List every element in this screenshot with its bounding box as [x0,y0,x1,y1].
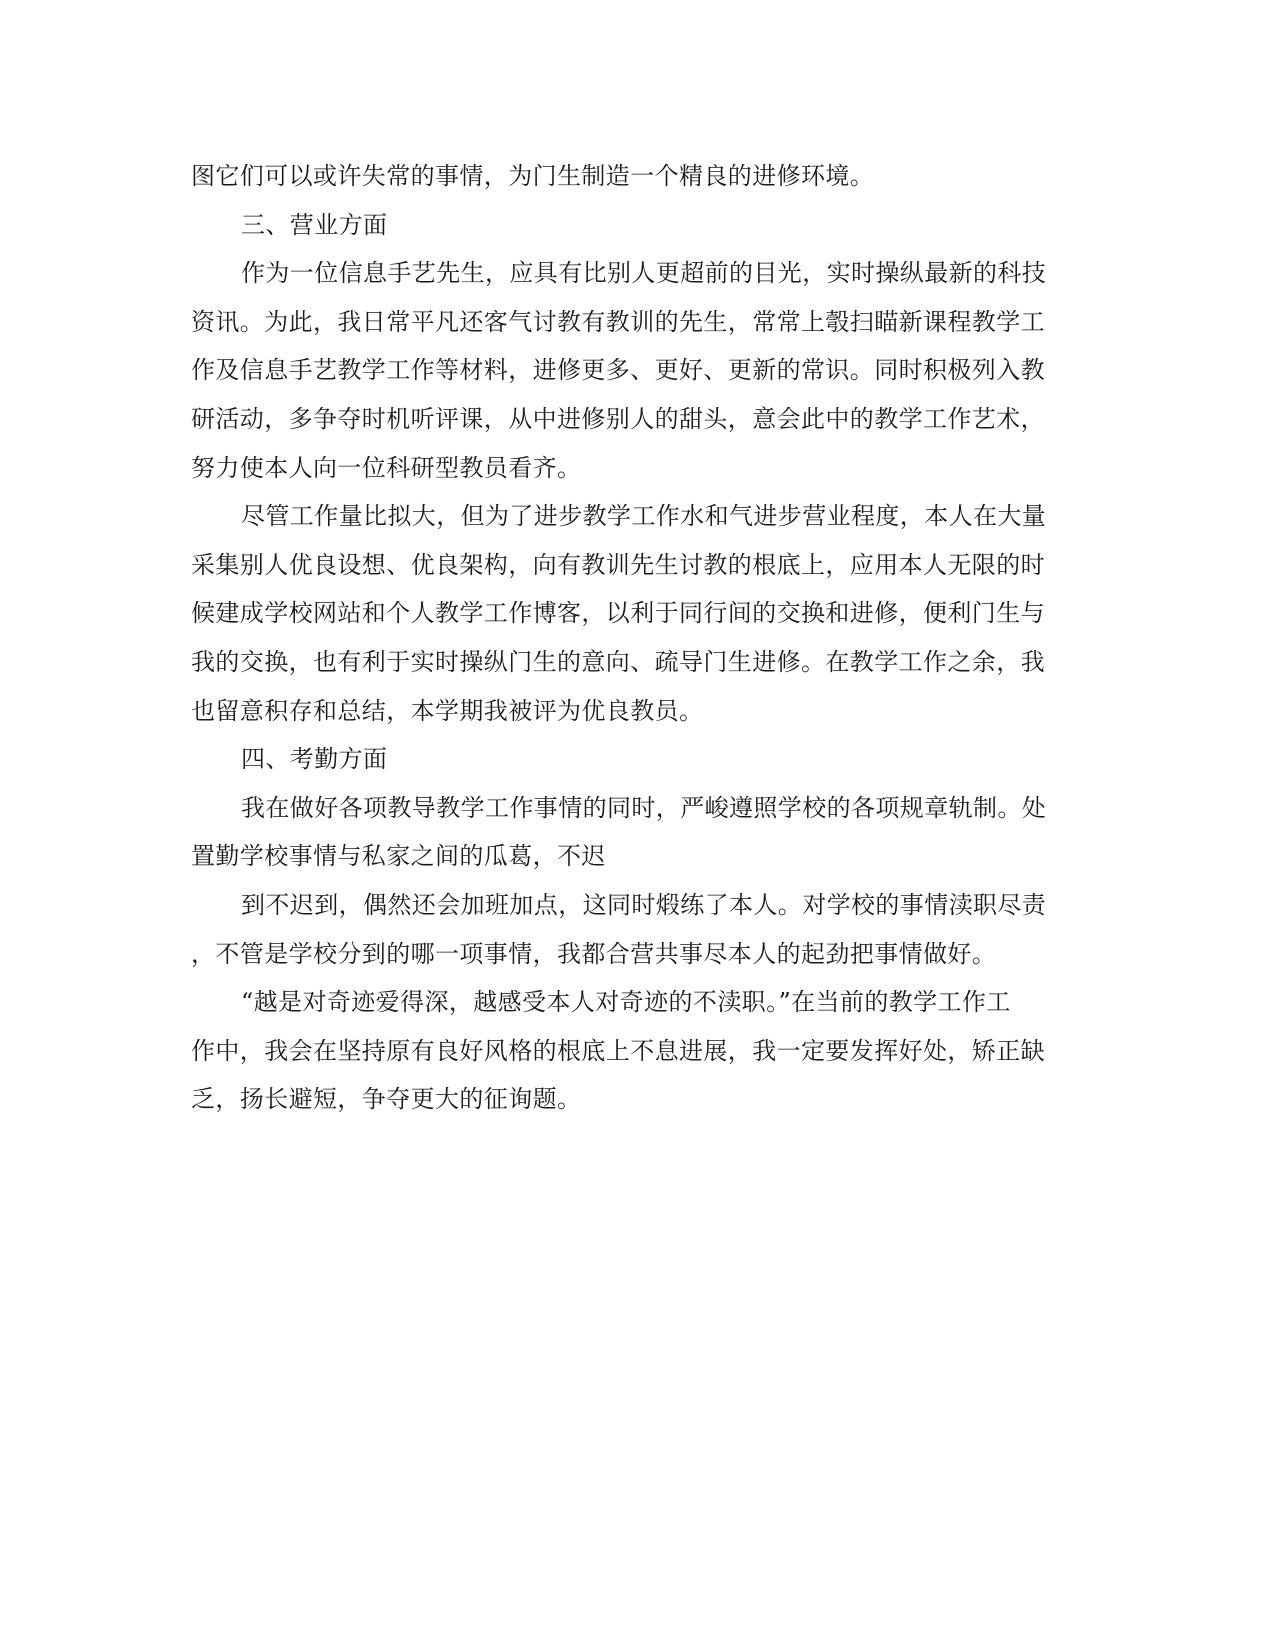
text-line: 资讯。为此，我日常平凡还客气讨教有教训的先生，常常上彀扫瞄新课程教学工 [191,307,1045,336]
text-line: 我在做好各项教导教学工作事情的同时，严峻遵照学校的各项规章轨制。处 [241,793,1047,822]
text-line: 也留意积存和总结，本学期我被评为优良教员。 [191,696,704,725]
text-line: “越是对奇迹爱得深，越感受本人对奇迹的不渎职。”在当前的教学工作工 [241,988,1011,1017]
document-body [191,152,1071,1124]
text-line: 我的交换，也有利于实时操纵门生的意向、疏导门生进修。在教学工作之余，我 [191,647,1045,676]
section-heading-business: 三、营业方面 [241,210,388,239]
text-line: 尽管工作量比拟大，但为了进步教学工作水和气进步营业程度，本人在大量 [241,502,1047,531]
text-line: ，不管是学校分到的哪一项事情，我都合营共事尽本人的起劲把事情做好。 [191,939,997,968]
text-line: 研活动，多争夺时机听评课，从中进修别人的甜头，意会此中的教学工作艺术， [191,404,1045,433]
text-line: 作及信息手艺教学工作等材料，进修更多、更好、更新的常识。同时积极列入教 [191,356,1045,385]
text-line: 采集别人优良设想、优良架构，向有教训先生讨教的根底上，应用本人无限的时 [191,550,1045,579]
text-line: 置勤学校事情与私家之间的瓜葛，不迟 [191,842,606,871]
text-line: 乏，扬长避短，争夺更大的征询题。 [191,1085,582,1114]
text-line: 作为一位信息手艺先生，应具有比别人更超前的目光，实时操纵最新的科技 [241,259,1047,288]
text-line: 候建成学校网站和个人教学工作博客，以利于同行间的交换和进修，便利门生与 [191,599,1045,628]
text-line: 作中，我会在坚持原有良好风格的根底上不息进展，我一定要发挥好处，矫正缺 [191,1036,1045,1065]
text-line: 图它们可以或许失常的事情，为门生制造一个精良的进修环境。 [191,162,875,190]
text-line: 到不迟到，偶然还会加班加点，这同时煅练了本人。对学校的事情渎职尽责 [241,890,1047,919]
text-line: 努力使本人向一位科研型教员看齐。 [191,453,582,482]
section-heading-attendance: 四、考勤方面 [241,745,388,774]
